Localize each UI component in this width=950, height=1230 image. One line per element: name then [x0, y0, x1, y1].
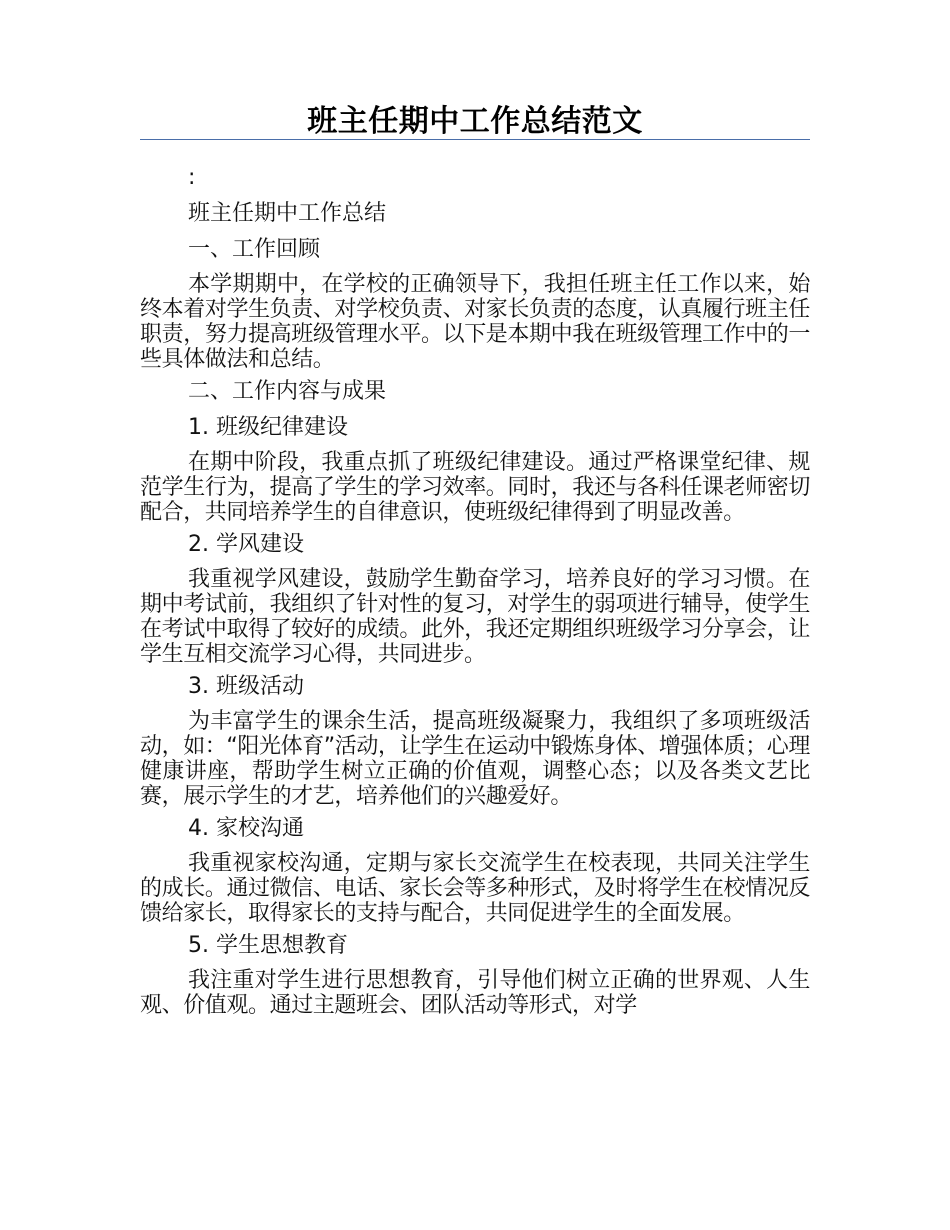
paragraph-home-school: 我重视家校沟通，定期与家长交流学生在校表现，共同关注学生的成长。通过微信、电话、家长会等多种形式，及时将学生在校情况反馈给家长，取得家长的支持与配合，共同促进学生的全面发展。: [140, 851, 810, 926]
heading-discipline: 1. 班级纪律建设: [188, 415, 348, 440]
paragraph-review: 本学期期中，在学校的正确领导下，我担任班主任工作以来，始终本着对学生负责、对学校负责、对家长负责的态度，认真履行班主任职责，努力提高班级管理水平。以下是本期中我在班级管理工作中的一些具体做法和总结。: [140, 272, 810, 372]
heading-class-activities: 3. 班级活动: [188, 674, 304, 699]
document-title: 班主任期中工作总结范文: [307, 104, 643, 139]
paragraph-study-style: 我重视学风建设，鼓励学生勤奋学习，培养良好的学习习惯。在期中考试前，我组织了针对性的复习，对学生的弱项进行辅导，使学生在考试中取得了较好的成绩。此外，我还定期组织班级学习分享会，让学生互相交流学习心得，共同进步。: [140, 567, 810, 667]
heading-work-content: 二、工作内容与成果: [188, 379, 387, 404]
heading-home-school: 4. 家校沟通: [188, 816, 304, 841]
heading-work-review: 一、工作回顾: [188, 237, 321, 262]
paragraph-discipline: 在期中阶段，我重点抓了班级纪律建设。通过严格课堂纪律、规范学生行为，提高了学生的学习效率。同时，我还与各科任课老师密切配合，共同培养学生的自律意识，使班级纪律得到了明显改善。: [140, 450, 810, 525]
heading-ideology: 5. 学生思想教育: [188, 933, 348, 958]
heading-study-style: 2. 学风建设: [188, 532, 304, 557]
paragraph-class-activities: 为丰富学生的课余生活，提高班级凝聚力，我组织了多项班级活动，如：“阳光体育”活动，让学生在运动中锻炼身体、增强体质；心理健康讲座，帮助学生树立正确的价值观，调整心态；以及各类文艺比赛，展示学生的才艺，培养他们的兴趣爱好。: [140, 709, 810, 809]
paragraph-colon: :: [188, 165, 196, 190]
title-underline: [140, 139, 810, 140]
paragraph-ideology: 我注重对学生进行思想教育，引导他们树立正确的世界观、人生观、价值观。通过主题班会、团队活动等形式，对学: [140, 968, 810, 1018]
subtitle-summary: 班主任期中工作总结: [188, 201, 387, 226]
document-body: [140, 160, 810, 1020]
